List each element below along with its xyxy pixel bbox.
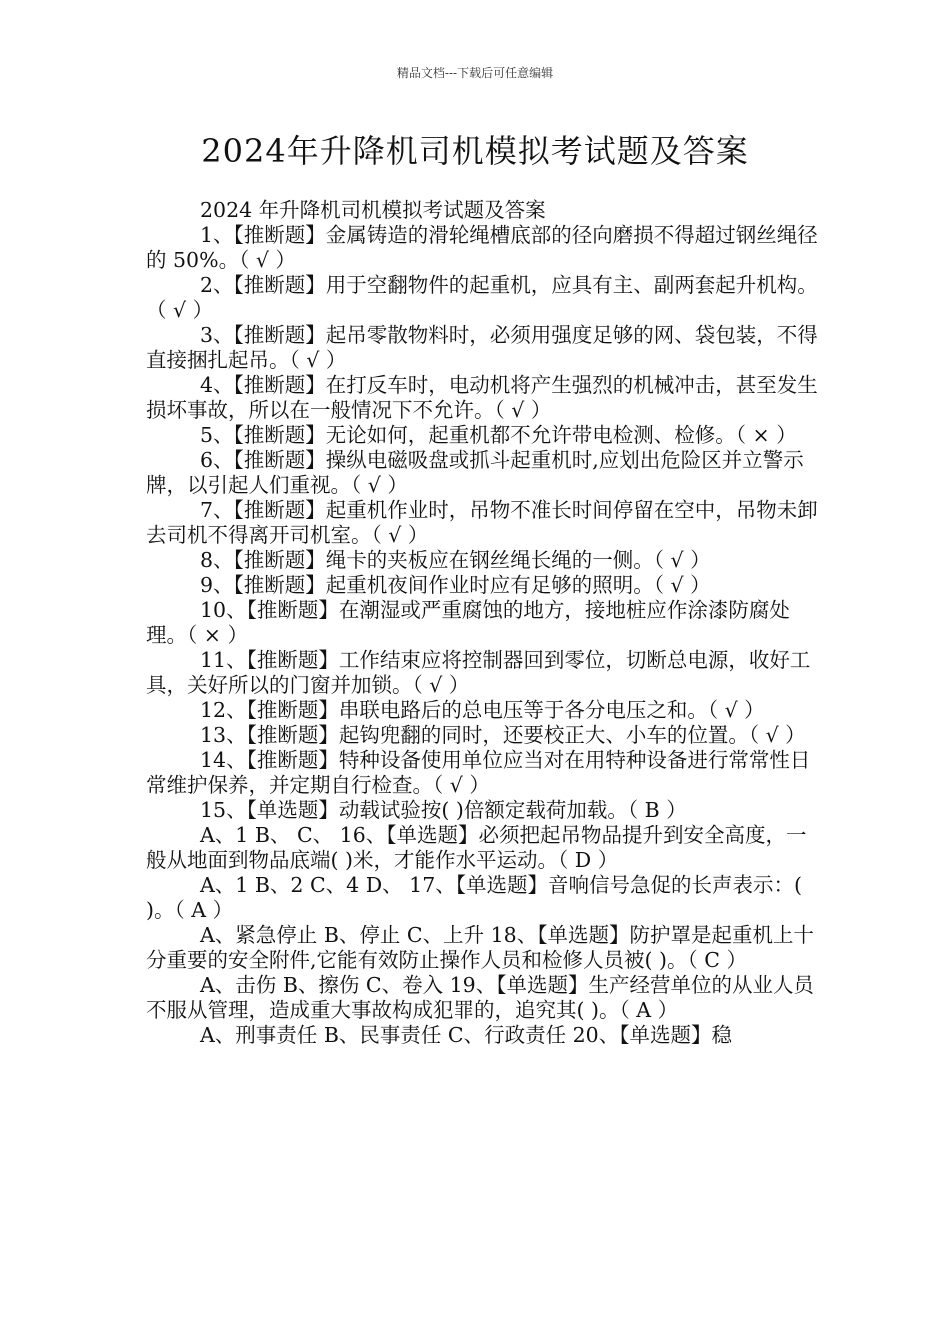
question-paragraph: A、1 B、 C、 16、【单选题】必须把起吊物品提升到安全高度，一般从地面到物品底端( )米，才能作水平运动。（ D ）	[146, 823, 807, 872]
question-paragraph: 4、【推断题】在打反车时，电动机将产生强烈的机械冲击，甚至发生损坏事故，所以在一般情况下不允许。（ √ ）	[146, 373, 818, 422]
question-paragraph: 7、【推断题】起重机作业时，吊物不准长时间停留在空中，吊物未卸去司机不得离开司机室。（ √ ）	[146, 498, 818, 547]
question-paragraph: 2、【推断题】用于空翻物件的起重机，应具有主、副两套起升机构。（ √ ）	[146, 273, 818, 322]
question-paragraph: A、紧急停止 B、停止 C、上升 18、【单选题】防护罩是起重机上十分重要的安全附件,它能有效防止操作人员和检修人员被( )。（ C ）	[146, 923, 814, 972]
document-title: 2024年升降机司机模拟考试题及答案	[201, 132, 749, 170]
question-paragraph: 15、【单选题】动载试验按( )倍额定载荷加载。（ B ）	[200, 798, 687, 822]
question-paragraph: 9、【推断题】起重机夜间作业时应有足够的照明。（ √ ）	[200, 573, 711, 597]
question-paragraph: 1、【推断题】金属铸造的滑轮绳槽底部的径向磨损不得超过钢丝绳径的 50%。（ √ ）	[146, 223, 818, 272]
question-paragraph: 13、【推断题】起钩兜翻的同时，还要校正大、小车的位置。（ √ ）	[200, 723, 806, 747]
question-paragraph: 11、【推断题】工作结束应将控制器回到零位，切断总电源，收好工具，关好所以的门窗并加锁。（ √ ）	[146, 648, 811, 697]
header-note: 精品文档---下载后可任意编辑	[396, 66, 554, 80]
question-paragraph: 10、【推断题】在潮湿或严重腐蚀的地方，接地桩应作涂漆防腐处理。（ × ）	[146, 598, 790, 647]
question-paragraph: A、刑事责任 B、民事责任 C、行政责任 20、【单选题】稳	[200, 1023, 732, 1047]
question-paragraph: 3、【推断题】起吊零散物料时，必须用强度足够的网、袋包装，不得直接捆扎起吊。（ √ ）	[146, 323, 818, 372]
question-paragraph: 6、【推断题】操纵电磁吸盘或抓斗起重机时,应划出危险区并立警示牌，以引起人们重视。（ √ ）	[146, 448, 804, 497]
document-subtitle: 2024 年升降机司机模拟考试题及答案	[200, 198, 546, 222]
question-paragraph: A、击伤 B、擦伤 C、卷入 19、【单选题】生产经营单位的从业人员不服从管理，造成重大事故构成犯罪的，追究其( )。（ A ）	[146, 973, 814, 1022]
question-paragraph: 14、【推断题】特种设备使用单位应当对在用特种设备进行常常性日常维护保养，并定期自行检查。（ √ ）	[146, 748, 811, 797]
document-body	[146, 198, 822, 1048]
question-paragraph: 12、【推断题】串联电路后的总电压等于各分电压之和。（ √ ）	[200, 698, 765, 722]
question-paragraph: 8、【推断题】绳卡的夹板应在钢丝绳长绳的一侧。（ √ ）	[200, 548, 711, 572]
question-paragraph: A、1 B、2 C、4 D、 17、【单选题】音响信号急促的长声表示：( )。（ A ）	[146, 873, 803, 922]
question-paragraph: 5、【推断题】无论如何，起重机都不允许带电检测、检修。（ × ）	[200, 423, 797, 447]
